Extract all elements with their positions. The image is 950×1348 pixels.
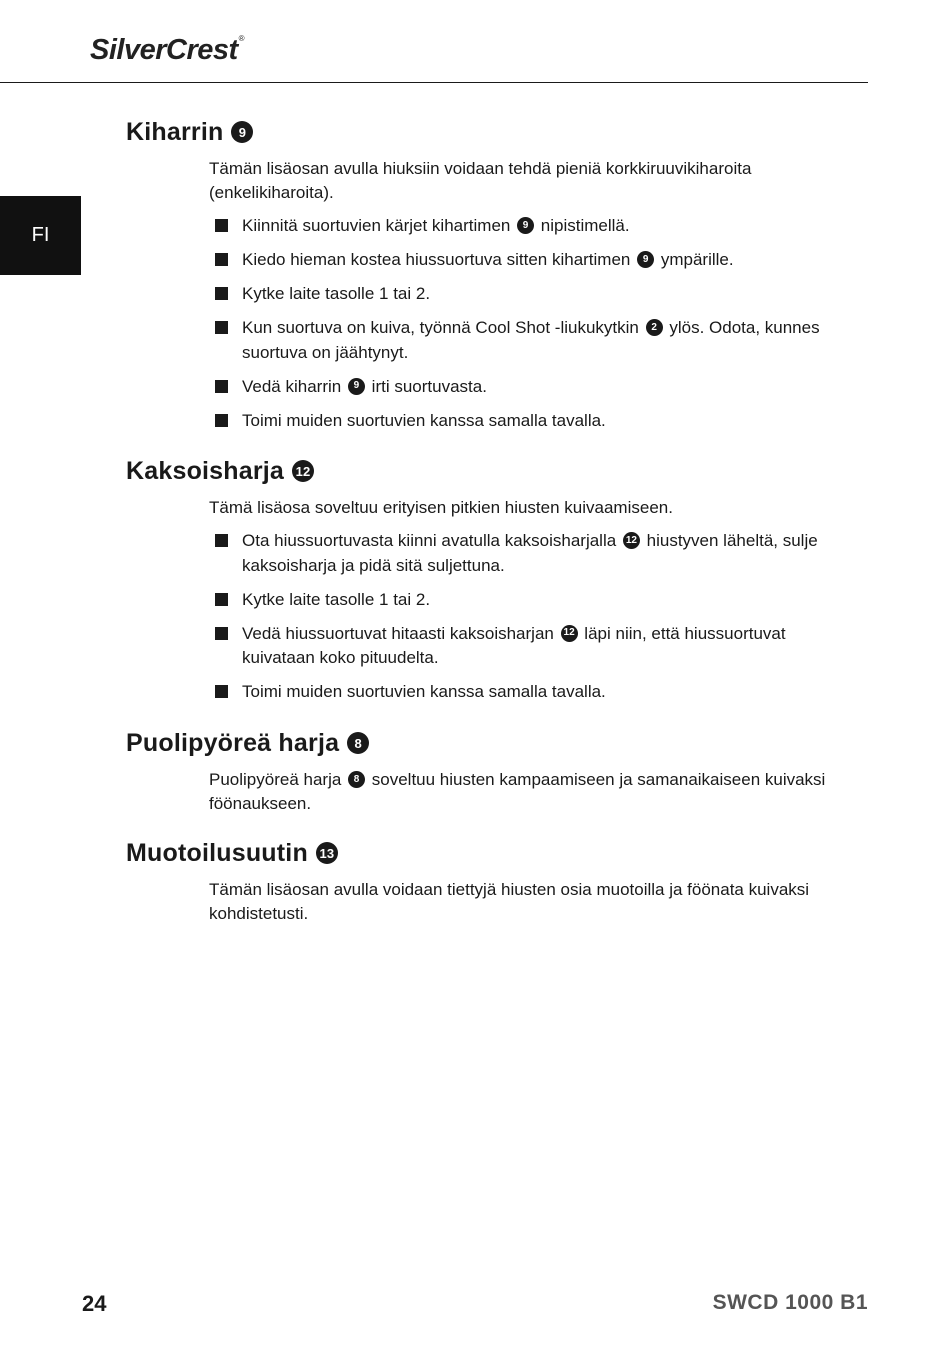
item-text: ylös. Odota, kunnes suortuva on jäähtynyt.: [242, 318, 820, 362]
page-number: 24: [82, 1291, 107, 1316]
section-intro: Tämän lisäosan avulla voidaan tiettyjä hiusten osia muotoilla ja föönata kuivaksi kohdistetusti.: [209, 880, 810, 923]
section-title: Puolipyöreä harja: [126, 729, 340, 757]
item-text: ympärille.: [656, 250, 734, 269]
item-text: Vedä kiharrin: [242, 376, 346, 396]
brand-name: SilverCrest: [90, 34, 238, 66]
item-text: Kiinnitä suortuvien kärjet kihartimen: [242, 216, 516, 235]
part-number-badge: 9: [348, 378, 365, 395]
list-item: [215, 680, 835, 705]
section-intro: Tämän lisäosan avulla hiuksiin voidaan tehdä pieniä korkkiruuvikiharoita (enkelikiharoita).: [209, 159, 752, 202]
model-number: SWCD 1000 B1: [712, 1291, 868, 1314]
part-number-badge: 8: [348, 771, 365, 788]
part-number-badge: 9: [517, 217, 534, 234]
header-divider: [0, 82, 868, 83]
bullet-square-icon: [215, 219, 228, 232]
list-item: [215, 588, 835, 613]
list-item: [215, 409, 835, 434]
part-number-badge: 9: [231, 121, 253, 143]
item-text: Toimi muiden suortuvien kanssa samalla tavalla.: [242, 682, 606, 701]
item-text: irti suortuvasta.: [366, 376, 487, 396]
section-kaksoisharja: [126, 456, 846, 714]
list-item: [215, 375, 835, 400]
part-number-badge: 2: [646, 319, 663, 336]
bullet-square-icon: [215, 593, 228, 606]
list-item: [215, 316, 835, 365]
list-item: [215, 282, 835, 307]
section-heading: [126, 728, 846, 758]
section-heading: [126, 838, 846, 868]
part-number-badge: 12: [623, 532, 640, 549]
bullet-square-icon: [215, 287, 228, 300]
part-number-badge: 8: [347, 732, 369, 754]
bullet-square-icon: [215, 380, 228, 393]
list-item: [215, 248, 835, 273]
item-text: läpi niin, että hiussuortuvat kuivataan koko pituudelta.: [242, 623, 786, 667]
bullet-square-icon: [215, 414, 228, 427]
instruction-list: [215, 214, 835, 433]
bullet-square-icon: [215, 253, 228, 266]
part-number-badge: 9: [637, 251, 654, 268]
intro-text: soveltuu hiusten kampaamiseen ja samanaikaiseen kuivaksi föönaukseen.: [209, 770, 826, 813]
bullet-square-icon: [215, 534, 228, 547]
section-intro: [209, 768, 839, 816]
registered-mark: ®: [238, 34, 245, 43]
section-title: Muotoilusuutin: [126, 839, 308, 867]
section-kiharrin: [126, 117, 846, 443]
item-text: Kytke laite tasolle 1 tai 2.: [242, 589, 431, 609]
list-item: [215, 622, 835, 671]
item-text: Toimi muiden suortuvien kanssa samalla tavalla.: [242, 410, 606, 430]
part-number-badge: 12: [292, 460, 314, 482]
section-muotoilusuutin: [126, 838, 846, 926]
part-number-badge: 13: [316, 842, 338, 864]
item-text: Ota hiussuortuvasta kiinni avatulla kaksoisharjalla: [242, 531, 621, 550]
part-number-badge: 12: [561, 625, 578, 642]
intro-text: Puolipyöreä harja: [209, 770, 347, 789]
item-text: nipistimellä.: [536, 216, 630, 235]
list-item: [215, 529, 835, 578]
item-text: Kiedo hieman kostea hiussuortuva sitten kihartimen: [242, 250, 636, 269]
section-heading: [126, 117, 846, 147]
language-code: FI: [31, 224, 50, 246]
item-text: Kun suortuva on kuiva, työnnä Cool Shot -liukukytkin: [242, 318, 644, 337]
bullet-square-icon: [215, 627, 228, 640]
section-puolipyorea-harja: [126, 728, 846, 816]
section-intro: Tämä lisäosa soveltuu erityisen pitkien hiusten kuivaamiseen.: [209, 498, 673, 517]
bullet-square-icon: [215, 321, 228, 334]
section-heading: [126, 456, 846, 486]
section-title: Kiharrin: [126, 118, 224, 146]
brand-logo: [90, 34, 244, 67]
bullet-square-icon: [215, 685, 228, 698]
language-tab: [0, 196, 81, 275]
section-title: Kaksoisharja: [126, 457, 285, 485]
item-text: hiustyven läheltä, sulje kaksoisharja ja pidä sitä suljettuna.: [242, 531, 818, 575]
item-text: Vedä hiussuortuvat hitaasti kaksoisharjan: [242, 623, 559, 643]
list-item: [215, 214, 835, 239]
instruction-list: [215, 529, 835, 705]
item-text: Kytke laite tasolle 1 tai 2.: [242, 284, 431, 303]
